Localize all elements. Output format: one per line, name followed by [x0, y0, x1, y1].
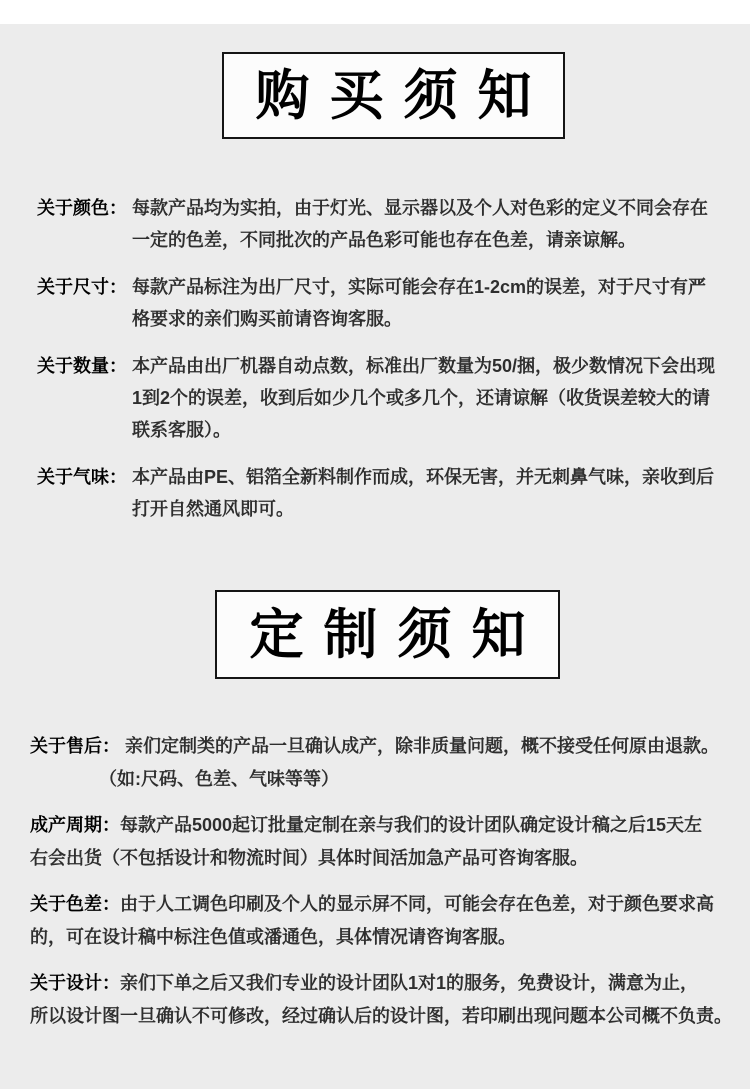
- paragraph-body: [132, 350, 722, 446]
- para-production-cycle: [30, 809, 726, 875]
- para-after-sale: [30, 730, 726, 796]
- paragraph-label: 关于气味：: [37, 467, 127, 487]
- purchase-notice-paragraphs: [0, 192, 750, 525]
- paragraph-body: [99, 730, 726, 796]
- paragraph-label: 关于尺寸：: [37, 277, 127, 297]
- custom-notice-title: 定制须知: [249, 604, 546, 665]
- purchase-notice-title-box: [222, 52, 565, 139]
- paragraph-body: [132, 192, 722, 256]
- paragraph-line: 打开自然通风即可。: [132, 499, 294, 519]
- paragraph-line: 所以设计图一旦确认不可修改，经过确认后的设计图，若印刷出现问题本公司概不负责。: [30, 1006, 732, 1026]
- paragraph-line: 由于人工调色印刷及个人的显示屏不同，可能会存在色差，对于颜色要求高: [120, 894, 714, 914]
- paragraph-label: 关于颜色：: [37, 198, 127, 218]
- paragraph-line: 格要求的亲们购买前请咨询客服。: [132, 309, 402, 329]
- para-design: [30, 967, 732, 1033]
- para-color-difference: [30, 888, 726, 954]
- paragraph-line: （如:尺码、色差、气味等等）: [99, 769, 339, 789]
- purchase-notice-title: 购买须知: [255, 65, 552, 126]
- paragraph-line: 每款产品均为实拍，由于灯光、显示器以及个人对色彩的定义不同会存在: [132, 198, 708, 218]
- para-about-odor: [37, 461, 722, 525]
- custom-notice-section: [0, 590, 750, 1033]
- custom-notice-title-box: [215, 590, 560, 679]
- custom-notice-paragraphs: [0, 730, 750, 1033]
- paragraph-line: 一定的色差，不同批次的产品色彩可能也存在色差，请亲谅解。: [132, 230, 636, 250]
- paragraph-line: 1到2个的误差，收到后如少几个或多几个，还请谅解（收货误差较大的请: [132, 388, 711, 408]
- paragraph-label: 关于售后：: [30, 736, 120, 756]
- paragraph-line: 的，可在设计稿中标注色值或潘通色，具体情况请咨询客服。: [30, 927, 516, 947]
- paragraph-label: 关于色差：: [30, 894, 120, 914]
- paragraph-label: 关于数量：: [37, 356, 127, 376]
- para-about-quantity: [37, 350, 722, 446]
- paragraph-line: 亲们定制类的产品一旦确认成产，除非质量问题，概不接受任何原由退款。: [125, 736, 719, 756]
- paragraph-line: 右会出货（不包括设计和物流时间）具体时间活加急产品可咨询客服。: [30, 848, 588, 868]
- paragraph-line: 本产品由出厂机器自动点数，标准出厂数量为50/捆，极少数情况下会出现: [132, 356, 716, 376]
- paragraph-body: [132, 271, 722, 335]
- paragraph-line: 亲们下单之后又我们专业的设计团队1对1的服务，免费设计，满意为止，: [120, 973, 699, 993]
- paragraph-line: 本产品由PE、铝箔全新料制作而成，环保无害，并无刺鼻气味，亲收到后: [132, 467, 715, 487]
- paragraph-label: 关于设计：: [30, 973, 120, 993]
- paragraph-body: [132, 461, 722, 525]
- paragraph-label: 成产周期：: [30, 815, 120, 835]
- para-about-color: [37, 192, 722, 256]
- paragraph-line: 联系客服）。: [132, 420, 231, 440]
- paragraph-line: 每款产品5000起订批量定制在亲与我们的设计团队确定设计稿之后15天左: [120, 815, 703, 835]
- top-white-strip: [0, 0, 750, 24]
- purchase-notice-section: [0, 52, 750, 525]
- paragraph-line: 每款产品标注为出厂尺寸，实际可能会存在1-2cm的误差，对于尺寸有严: [132, 277, 707, 297]
- para-about-size: [37, 271, 722, 335]
